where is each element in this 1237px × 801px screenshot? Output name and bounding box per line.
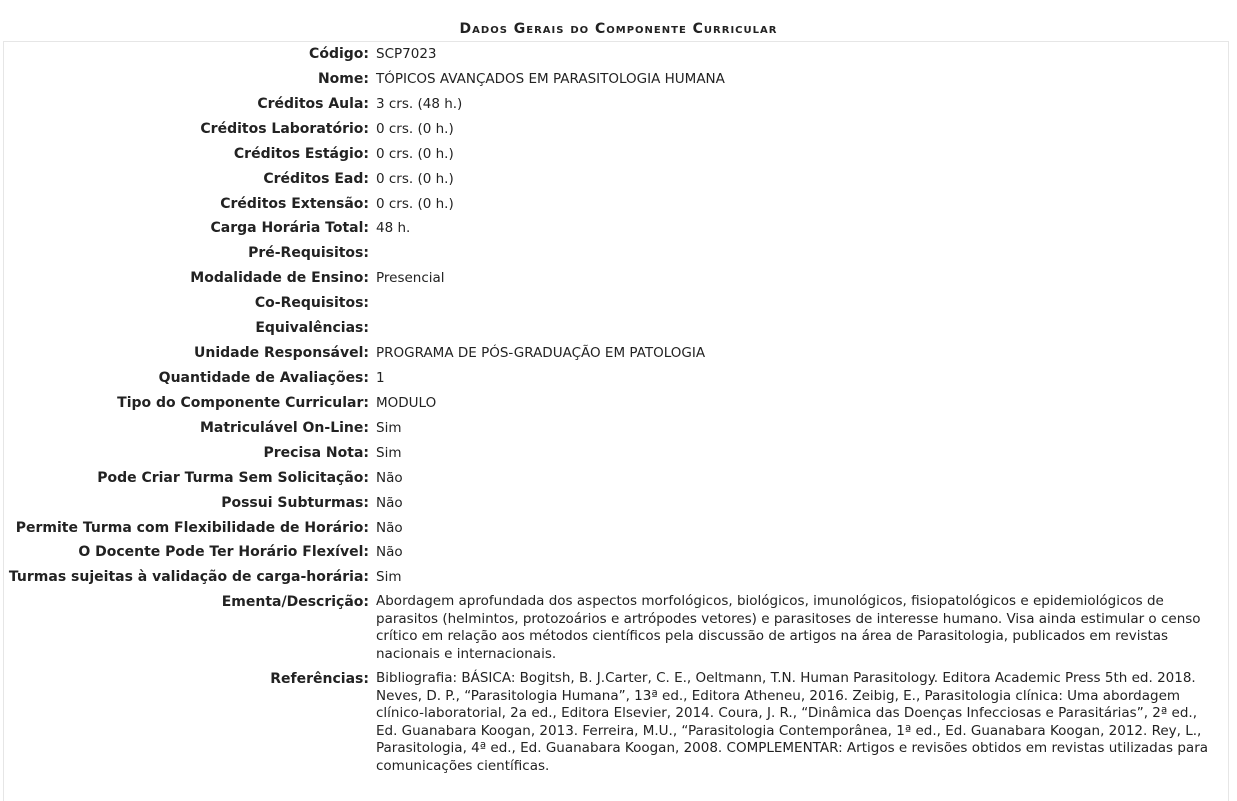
detail-value: Sim [376, 569, 402, 586]
detail-row [0, 92, 1237, 117]
detail-row [0, 266, 1237, 291]
detail-row [0, 441, 1237, 466]
detail-row [0, 516, 1237, 541]
detail-label: Pré-Requisitos: [248, 245, 369, 262]
referencias-label: Referências: [270, 671, 369, 688]
detail-label: Nome: [317, 70, 369, 87]
detail-label: Precisa Nota: [263, 444, 369, 461]
details-table [0, 42, 1237, 777]
detail-value: TÓPICOS AVANÇADOS EM PARASITOLOGIA HUMANA [376, 70, 725, 87]
ementa-row [0, 590, 1237, 667]
detail-label: Pode Criar Turma Sem Solicitação: [97, 469, 369, 486]
detail-row [0, 167, 1237, 192]
detail-value: 0 crs. (0 h.) [376, 195, 454, 212]
detail-row [0, 491, 1237, 516]
detail-row [0, 540, 1237, 565]
detail-row [0, 416, 1237, 441]
detail-label: Possui Subturmas: [221, 494, 369, 511]
detail-row [0, 142, 1237, 167]
detail-value: MODULO [376, 394, 437, 411]
detail-row [0, 391, 1237, 416]
detail-row [0, 565, 1237, 590]
detail-label: Quantidade de Avaliações: [158, 369, 369, 386]
detail-label: Turmas sujeitas à validação de carga-horária: [8, 569, 369, 586]
detail-row [0, 216, 1237, 241]
detail-label: Matriculável On-Line: [199, 419, 369, 436]
referencias-text: Bibliografia: BÁSICA: Bogitsh, B. J.Carter, C. E., Oeltmann, T.N. Human Parasitology. Editora Academic Press 5th ed. 2018. Neves, D. P., “Parasitologia Humana”, 13ª ed., Editora Atheneu, 2016. Zeibig, E., Parasitologia clínica: Uma abordagem clínico-laboratorial, 2a ed., Editora Elsevier, 2014. Coura, J. R., “Dinâmica das Doenças Infecciosas e Parasitárias”, 2ª ed., Ed. Guanabara Koogan, 2013. Ferreira, M.U., “Parasitologia Contemporânea, 1ª ed., Ed. Guanabara Koogan, 2012. Rey, L., Parasitologia, 4ª ed., Ed. Guanabara Koogan, 2008. COMPLEMENTAR: Artigos e revisões obtidos em revistas utilizadas para comunicações científicas. [376, 670, 1209, 774]
detail-value: SCP7023 [376, 46, 437, 62]
detail-value: Presencial [376, 270, 445, 287]
section-caption: Dados Gerais do Componente Curricular [459, 21, 778, 37]
ementa-label: Ementa/Descrição: [221, 594, 369, 611]
detail-label: Modalidade de Ensino: [190, 270, 369, 287]
detail-label: Créditos Laboratório: [200, 120, 369, 137]
detail-row [0, 366, 1237, 391]
detail-row [0, 466, 1237, 491]
detail-value: Não [376, 469, 403, 486]
detail-label: Código: [309, 46, 369, 62]
detail-label: Unidade Responsável: [193, 345, 369, 362]
detail-value: 1 [376, 369, 385, 386]
detail-value: 3 crs. (48 h.) [376, 95, 463, 112]
detail-row [0, 42, 1237, 67]
detail-label: Permite Turma com Flexibilidade de Horário: [15, 519, 369, 536]
detail-label: Co-Requisitos: [254, 295, 369, 312]
detail-value: Sim [376, 444, 402, 461]
detail-value: 0 crs. (0 h.) [376, 145, 454, 162]
referencias-row [0, 667, 1237, 777]
detail-row [0, 316, 1237, 341]
detail-label: Créditos Extensão: [220, 195, 369, 212]
detail-row [0, 117, 1237, 142]
detail-label: O Docente Pode Ter Horário Flexível: [78, 544, 369, 561]
detail-value: 0 crs. (0 h.) [376, 170, 454, 187]
detail-label: Créditos Aula: [257, 95, 369, 112]
detail-value: Não [376, 544, 403, 561]
detail-value: PROGRAMA DE PÓS-GRADUAÇÃO EM PATOLOGIA [376, 345, 706, 362]
detail-value: Não [376, 494, 403, 511]
detail-row [0, 341, 1237, 366]
detail-label: Créditos Ead: [263, 170, 369, 187]
detail-label: Tipo do Componente Curricular: [117, 394, 369, 411]
detail-row [0, 192, 1237, 217]
detail-row [0, 241, 1237, 266]
detail-label: Carga Horária Total: [210, 220, 369, 237]
detail-value: Sim [376, 419, 402, 436]
detail-label: Créditos Estágio: [233, 145, 369, 162]
detail-row [0, 291, 1237, 316]
ementa-text: Abordagem aprofundada dos aspectos morfológicos, biológicos, imunológicos, fisiopatológicos e epidemiológicos de parasitos (helmintos, protozoários e artrópodes vetores) e parasitoses de interesse humano. Visa ainda estimular o censo crítico em relação aos métodos científicos pela discussão de artigos na área de Parasitologia, publicados em revistas nacionais e internacionais. [376, 593, 1201, 662]
detail-value: 48 h. [376, 220, 411, 237]
detail-label: Equivalências: [255, 320, 369, 337]
detail-value: Não [376, 519, 403, 536]
detail-row [0, 67, 1237, 92]
detail-value: 0 crs. (0 h.) [376, 120, 454, 137]
